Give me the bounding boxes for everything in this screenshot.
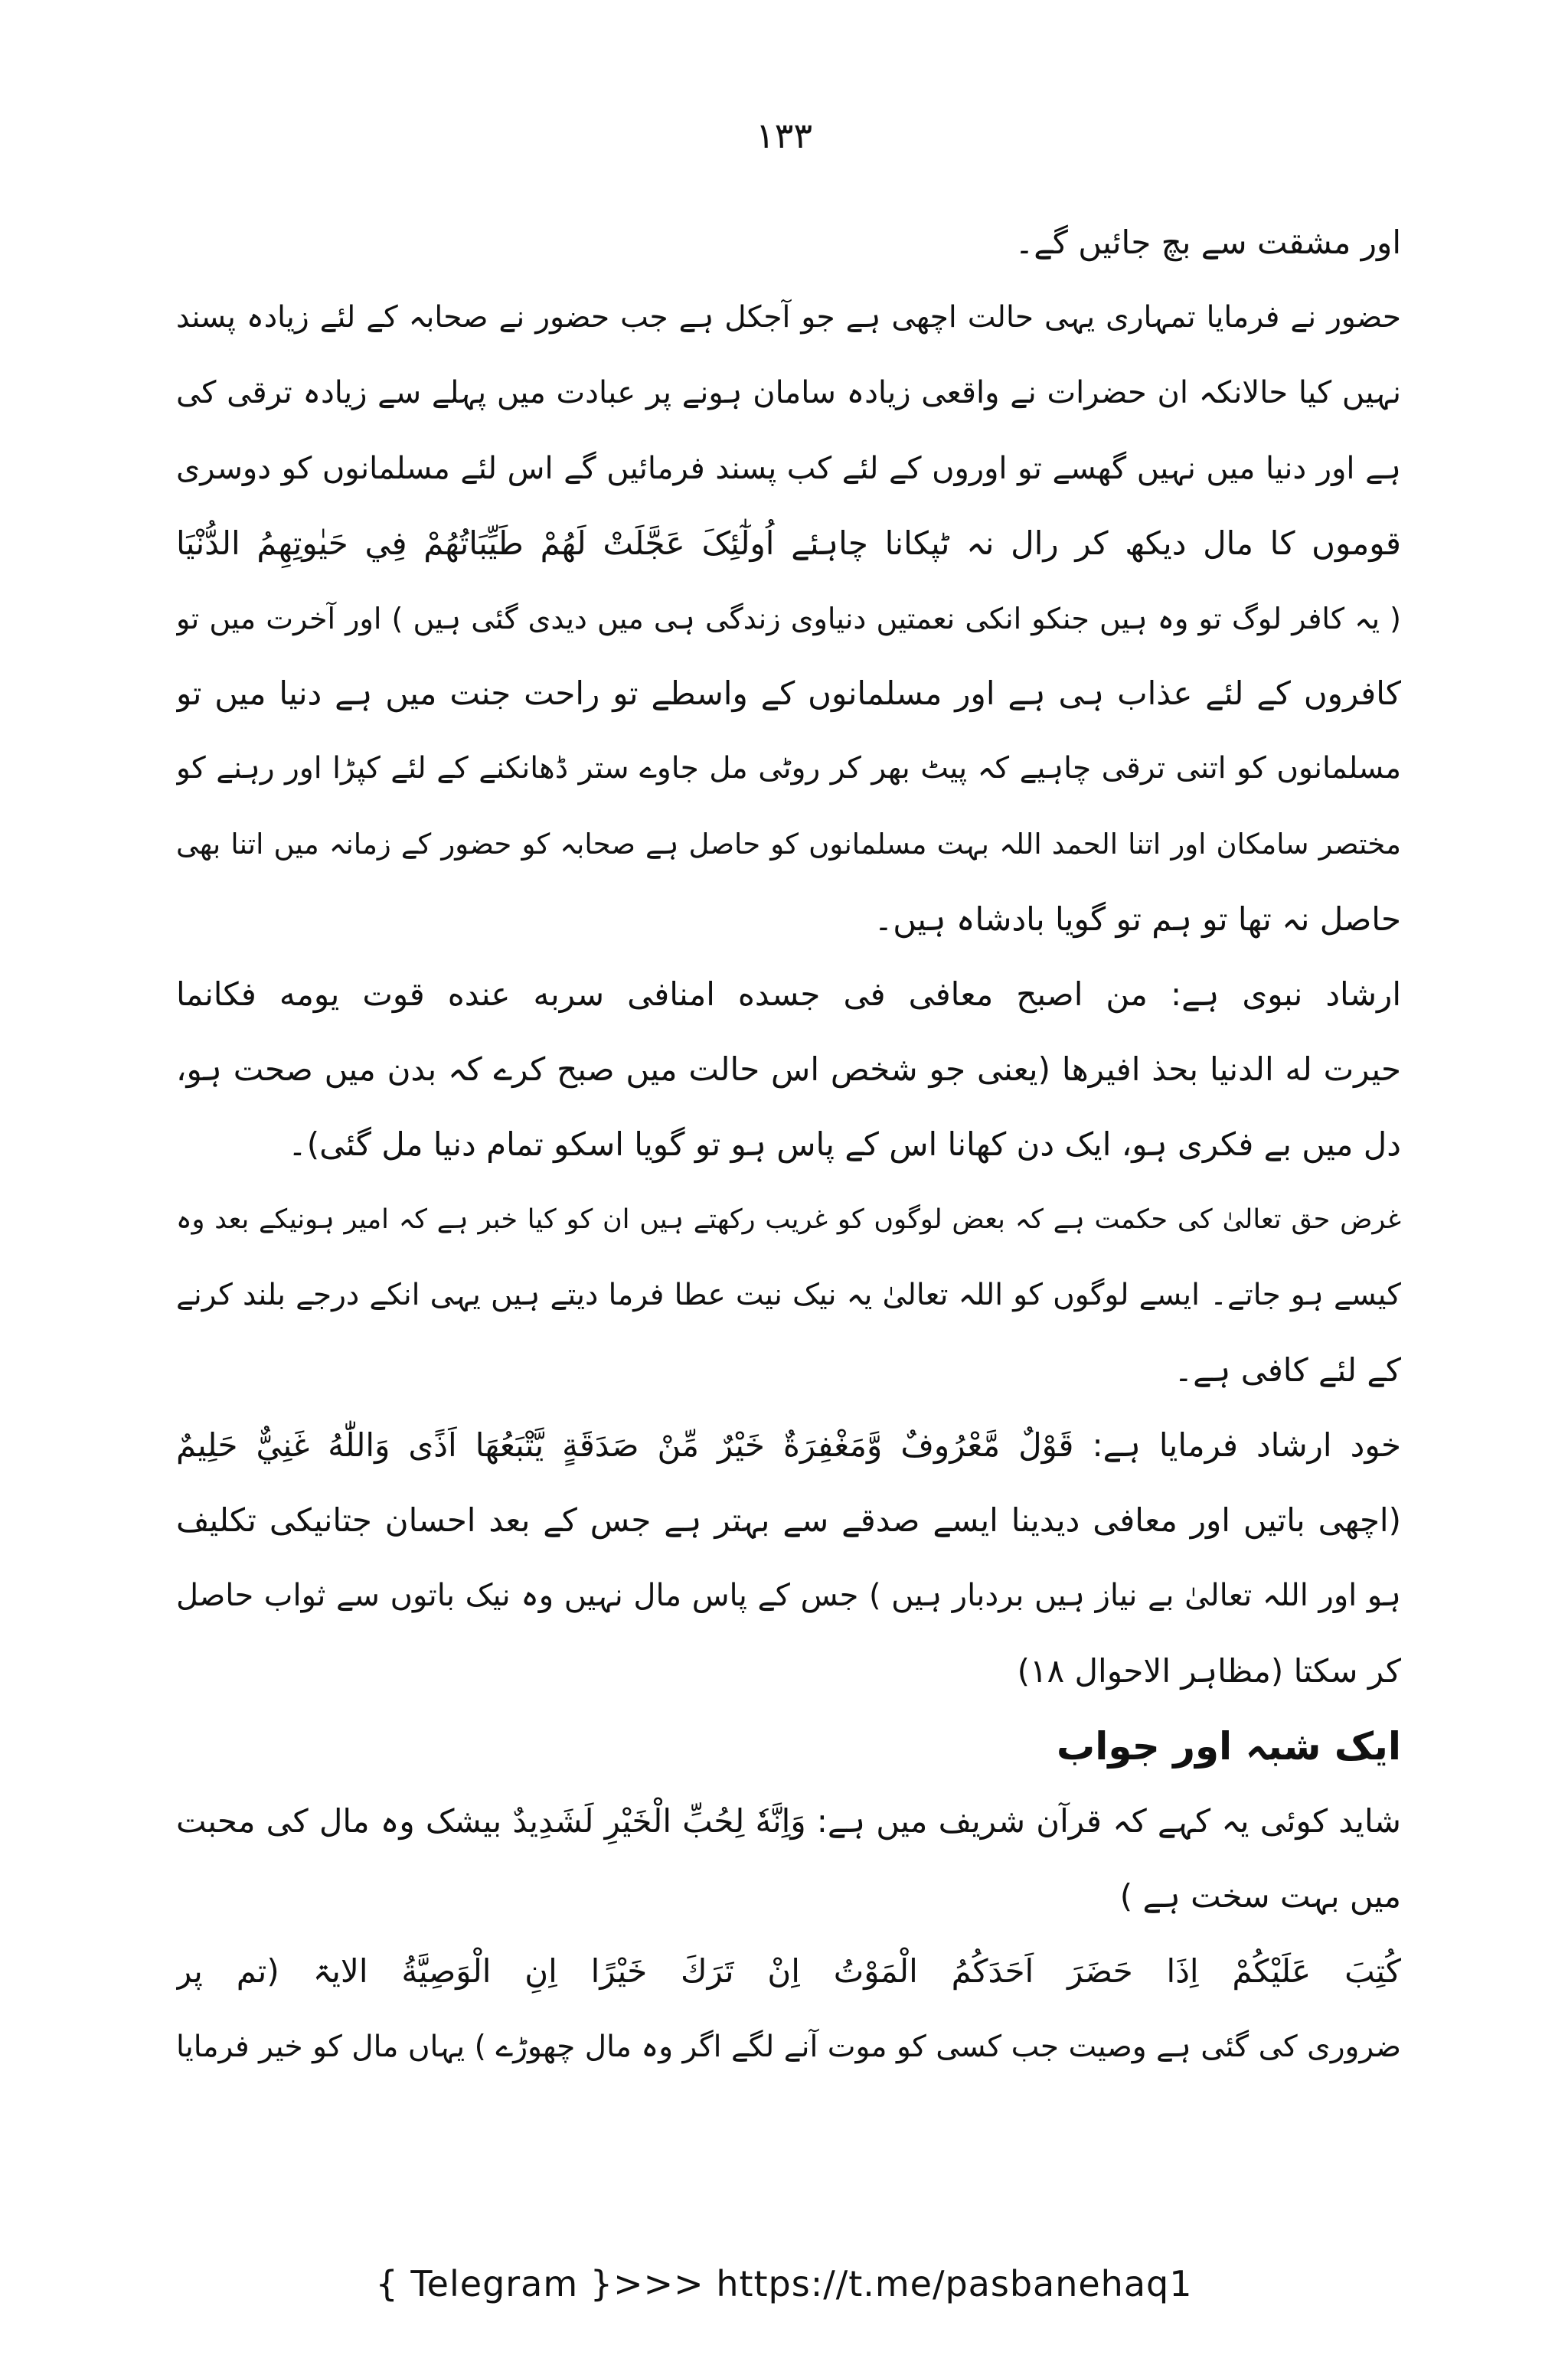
text-line: ضروری کی گئی ہے وصیت جب کسی کو موت آنے لگے اگر وہ مال چھوڑے ) یہاں مال کو خیر فرمایا	[176, 2029, 1401, 2064]
text-line: مسلمانوں کو اتنی ترقی چاہیے کہ پیٹ بھر کر روٹی مل جاوے ستر ڈھانکنے کے لئے کپڑا اور رہنے کو	[176, 751, 1401, 786]
text-line: کافروں کے لئے عذاب ہی ہے اور مسلمانوں کے واسطے تو راحت جنت میں ہے دنیا میں تو	[176, 674, 1401, 713]
text-line: مختصر سامکان اور اتنا الحمد اللہ بہت مسلمانوں کو حاصل ہے صحابہ کو حضور کے زمانہ میں اتنا بھی	[176, 827, 1401, 861]
text-line: قوموں کا مال دیکھ کر رال نہ ٹپکانا چاہئے اُولٰٓئِکَ عَجَّلَتْ لَهُمْ طَيِّبَاتُهُمْ فِي حَيٰوتِهِمُ الدُّنْيَا	[176, 524, 1401, 562]
text-line: دل میں بے فکری ہو، ایک دن کھانا اس کے پاس ہو تو گویا اسکو تمام دنیا مل گئی)۔	[288, 1125, 1401, 1164]
telegram-link-footer: { Telegram }>>> https://t.me/pasbanehaq1	[375, 2263, 1193, 2304]
text-line: ارشاد نبوی ہے: من اصبح معافی فی جسده امنافی سربه عنده قوت یومه فکانما	[176, 975, 1401, 1013]
text-line: حاصل نہ تھا تو ہم تو گویا بادشاہ ہیں۔	[874, 900, 1401, 938]
text-line: كُتِبَ عَلَيْكُمْ اِذَا حَضَرَ اَحَدَكُمُ الْمَوْتُ اِنْ تَرَكَ خَيْرًا اِنِ الْوَصِيَّةُ الایۃ (تم پر	[176, 1952, 1401, 1991]
text-line: حضور نے فرمایا تمہاری یہی حالت اچھی ہے جو آجکل ہے جب حضور نے صحابہ کے لئے زیادہ پسند	[176, 300, 1401, 335]
text-line: خود ارشاد فرمایا ہے: قَوْلٌ مَّعْرُوفٌ وَّمَغْفِرَةٌ خَيْرٌ مِّنْ صَدَقَةٍ يَّتْبَعُهَا اَذًى وَاللّٰهُ غَنِيٌّ حَلِيمٌ	[176, 1426, 1401, 1464]
text-line: ہو اور اللہ تعالیٰ بے نیاز ہیں بردبار ہیں ) جس کے پاس مال نہیں وہ نیک باتوں سے ثواب حاصل	[176, 1578, 1401, 1614]
text-line: ہے اور دنیا میں نہیں گھسے تو اوروں کے لئے کب پسند فرمائیں گے اس لئے مسلمانوں کو دوسری	[176, 450, 1401, 486]
text-line: کے لئے کافی ہے۔	[1174, 1351, 1401, 1389]
text-line: ( یہ کافر لوگ تو وہ ہیں جنکو انکی نعمتیں دنیاوی زندگی ہی میں دیدی گئی ہیں ) اور آخرت میں تو	[176, 601, 1401, 635]
text-line: کر سکتا (مظاہر الاحوال ۱۸)	[1017, 1651, 1401, 1690]
page-number: ۱۳۳	[755, 115, 813, 156]
text-line: نہیں کیا حالانکہ ان حضرات نے واقعی زیادہ سامان ہونے پر عبادت میں پہلے سے زیادہ ترقی کی	[176, 375, 1401, 411]
text-line: شاید کوئی یہ کہے کہ قرآن شریف میں ہے: وَاِنَّهٗ لِحُبِّ الْخَيْرِ لَشَدِيدٌ بیشک وہ مال کی محبت	[176, 1801, 1401, 1840]
text-line: میں بہت سخت ہے )	[1119, 1877, 1401, 1916]
body-text	[176, 205, 1401, 2085]
text-line: حیرت له الدنیا بحذ افیرها (یعنی جو شخص اس حالت میں صبح کرے کہ بدن میں صحت ہو،	[176, 1050, 1401, 1089]
text-line: اور مشقت سے بچ جائیں گے۔	[1014, 224, 1401, 261]
text-line: غرض حق تعالیٰ کی حکمت ہے کہ بعض لوگوں کو غریب رکھتے ہیں ان کو کیا خبر ہے کہ امیر ہونیکے بعد وہ	[176, 1204, 1401, 1236]
text-line: کیسے ہو جاتے۔ ایسے لوگوں کو اللہ تعالیٰ یہ نیک نیت عطا فرما دیتے ہیں یہی انکے درجے بلند کرنے	[176, 1277, 1401, 1312]
text-line: (اچھی باتیں اور معافی دیدینا ایسے صدقے سے بہتر ہے جس کے بعد احسان جتانیکی تکلیف	[176, 1501, 1401, 1540]
section-heading: ایک شبہ اور جواب	[1057, 1723, 1401, 1769]
